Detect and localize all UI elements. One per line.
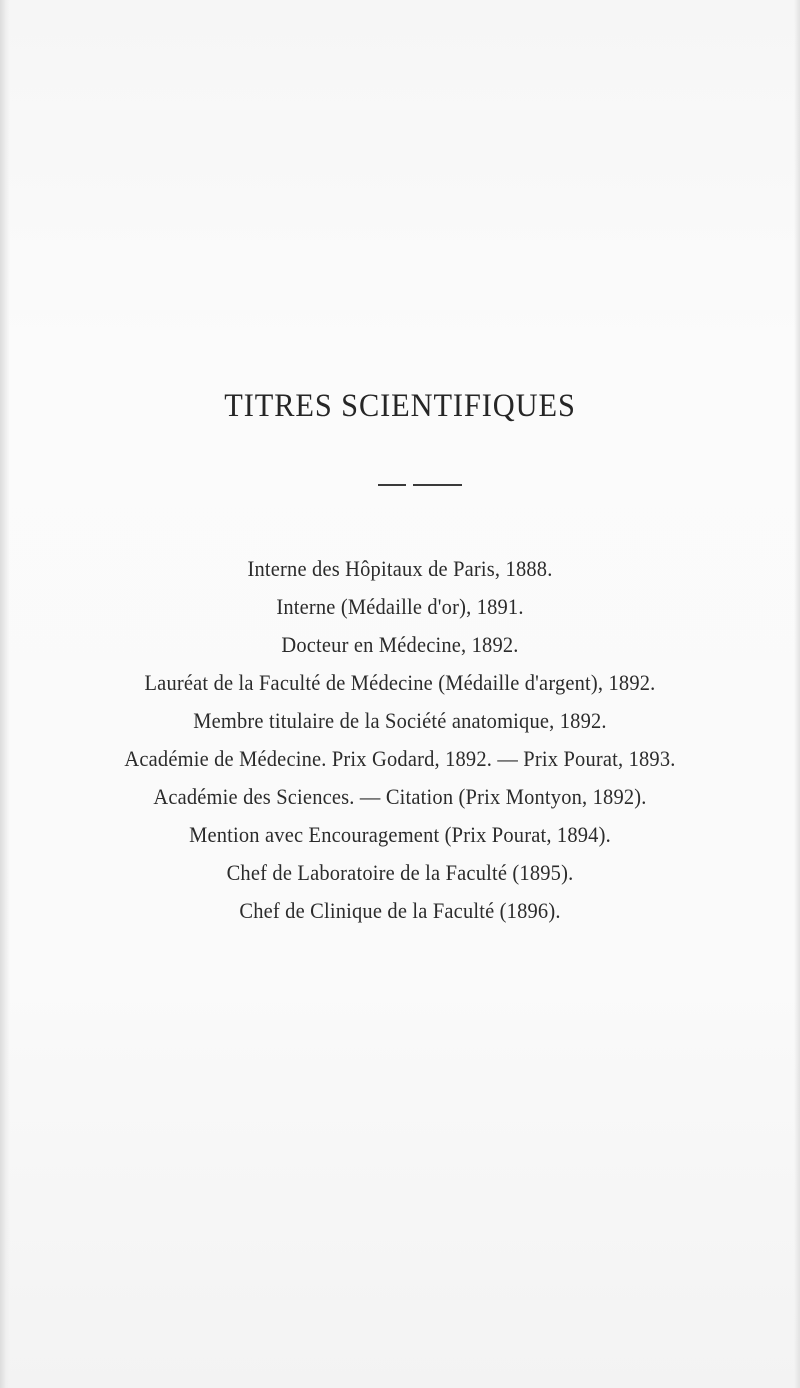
titles-list xyxy=(0,550,800,930)
title-divider-right xyxy=(413,484,462,486)
page-title: TITRES SCIENTIFIQUES xyxy=(224,388,576,424)
title-entry-laureat: Lauréat de la Faculté de Médecine (Médaille d'argent), 1892. xyxy=(144,670,656,695)
title-divider-left xyxy=(378,484,406,486)
title-entry-chef-clinique: Chef de Clinique de la Faculté (1896). xyxy=(239,898,561,923)
title-entry-academie-sciences: Académie des Sciences. — Citation (Prix Montyon, 1892). xyxy=(153,784,647,809)
title-entry-societe-anatomique: Membre titulaire de la Société anatomique, 1892. xyxy=(193,708,607,733)
title-entry-academie-medecine: Académie de Médecine. Prix Godard, 1892. — Prix Pourat, 1893. xyxy=(124,746,676,771)
title-entry-docteur: Docteur en Médecine, 1892. xyxy=(281,632,519,657)
title-entry-chef-laboratoire: Chef de Laboratoire de la Faculté (1895). xyxy=(226,860,574,885)
title-entry-interne-hopitaux: Interne des Hôpitaux de Paris, 1888. xyxy=(247,556,553,581)
title-entry-mention: Mention avec Encouragement (Prix Pourat, 1894). xyxy=(189,822,611,847)
title-entry-medaille-or: Interne (Médaille d'or), 1891. xyxy=(276,594,524,619)
